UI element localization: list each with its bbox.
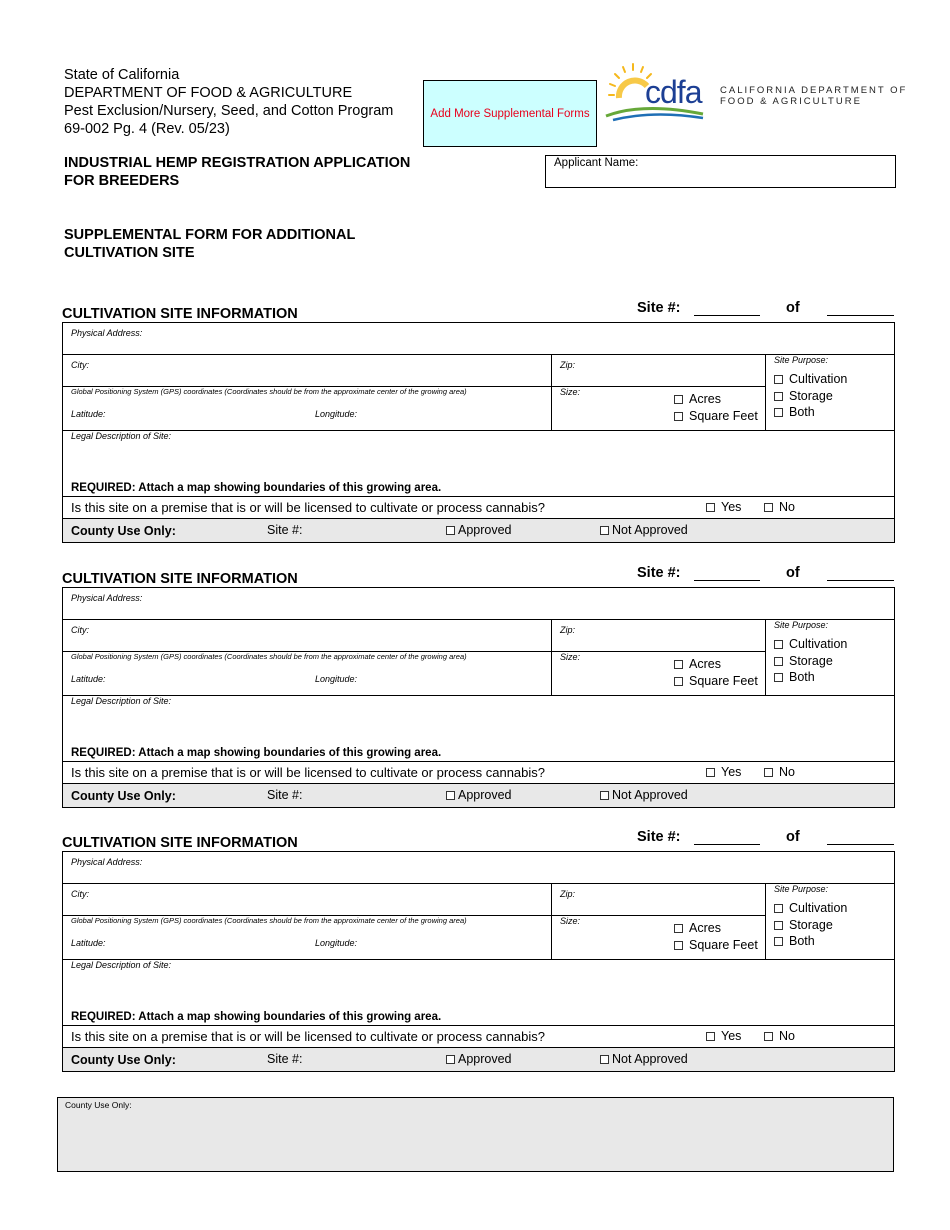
- checkbox-icon[interactable]: [764, 503, 773, 512]
- checkbox-icon[interactable]: [774, 937, 783, 946]
- cannabis-yes-option[interactable]: [706, 500, 741, 514]
- county-site-number-label: Site #:: [267, 1052, 303, 1066]
- size-acres-label: Acres: [689, 392, 721, 406]
- purpose-storage-label: Storage: [789, 388, 833, 403]
- county-not-approved-option[interactable]: [600, 788, 688, 802]
- legal-description-field[interactable]: [63, 431, 894, 497]
- no-label: No: [779, 1029, 795, 1043]
- purpose-cultivation-option[interactable]: [774, 900, 886, 917]
- site-number-label: Site #:: [637, 565, 681, 581]
- size-label: Size:: [560, 652, 581, 662]
- logo-caption-line-1: CALIFORNIA DEPARTMENT OF: [720, 85, 908, 96]
- no-label: No: [779, 500, 795, 514]
- purpose-cultivation-option[interactable]: [774, 636, 886, 653]
- purpose-cultivation-option[interactable]: [774, 371, 886, 388]
- checkbox-icon[interactable]: [764, 768, 773, 777]
- physical-address-field[interactable]: [63, 323, 894, 355]
- city-field[interactable]: [63, 884, 552, 916]
- header-program: Pest Exclusion/Nursery, Seed, and Cotton Program: [64, 103, 394, 119]
- site-purpose-group: [766, 884, 894, 960]
- size-square-feet-label: Square Feet: [689, 674, 758, 688]
- size-square-feet-label: Square Feet: [689, 938, 758, 952]
- site-info-table: [62, 322, 895, 543]
- cannabis-no-option[interactable]: [764, 500, 795, 514]
- size-acres-option[interactable]: [674, 656, 758, 673]
- site-info-table: [62, 851, 895, 1072]
- checkbox-icon[interactable]: [774, 375, 783, 384]
- purpose-both-option[interactable]: [774, 933, 886, 950]
- legal-description-field[interactable]: [63, 960, 894, 1026]
- header-state: State of California: [64, 67, 180, 83]
- latitude-field[interactable]: Latitude:: [71, 938, 106, 948]
- site-number-label: Site #:: [637, 829, 681, 845]
- legal-description-field[interactable]: [63, 696, 894, 762]
- size-acres-label: Acres: [689, 657, 721, 671]
- latitude-field[interactable]: Latitude:: [71, 674, 106, 684]
- applicant-name-label: Applicant Name:: [554, 157, 639, 169]
- cannabis-question-row: [63, 497, 894, 519]
- site-of-label: of: [786, 829, 800, 845]
- zip-label: Zip:: [560, 360, 576, 370]
- map-required-notice: REQUIRED: Attach a map showing boundaries of this growing area.: [71, 747, 442, 759]
- county-use-label: County Use Only:: [71, 524, 176, 538]
- checkbox-icon[interactable]: [674, 941, 683, 950]
- cdfa-logo-mark: cdfa: [645, 74, 702, 110]
- county-not-approved-option[interactable]: [600, 523, 688, 537]
- site-of-label: of: [786, 565, 800, 581]
- county-use-bar: [63, 784, 894, 807]
- approved-label: Approved: [458, 788, 512, 802]
- county-use-only-label: County Use Only:: [65, 1100, 132, 1110]
- size-group: [552, 652, 766, 696]
- county-approved-option[interactable]: [446, 523, 512, 537]
- site-total-field[interactable]: [827, 844, 894, 845]
- purpose-cultivation-label: Cultivation: [789, 372, 848, 386]
- purpose-storage-option[interactable]: [774, 653, 886, 670]
- not-approved-label: Not Approved: [612, 1052, 688, 1066]
- physical-address-label: Physical Address:: [71, 593, 143, 603]
- site-number-field[interactable]: [694, 580, 760, 581]
- header-department: DEPARTMENT OF FOOD & AGRICULTURE: [64, 85, 353, 101]
- approved-label: Approved: [458, 1052, 512, 1066]
- purpose-storage-option[interactable]: [774, 917, 886, 934]
- zip-field[interactable]: [552, 355, 766, 387]
- site-number-field[interactable]: [694, 315, 760, 316]
- size-square-feet-option[interactable]: [674, 673, 758, 690]
- checkbox-icon[interactable]: [774, 640, 783, 649]
- zip-field[interactable]: [552, 884, 766, 916]
- size-square-feet-option[interactable]: [674, 937, 758, 954]
- checkbox-icon[interactable]: [706, 768, 715, 777]
- county-approved-option[interactable]: [446, 1052, 512, 1066]
- legal-description-label: Legal Description of Site:: [71, 696, 172, 706]
- purpose-both-label: Both: [789, 670, 815, 684]
- checkbox-icon[interactable]: [774, 921, 783, 930]
- size-group: [552, 916, 766, 960]
- site-number-field[interactable]: [694, 844, 760, 845]
- longitude-field[interactable]: Longitude:: [315, 674, 358, 684]
- cannabis-yes-option[interactable]: [706, 1029, 741, 1043]
- approved-label: Approved: [458, 523, 512, 537]
- map-required-notice: REQUIRED: Attach a map showing boundaries of this growing area.: [71, 482, 442, 494]
- site-purpose-group: [766, 355, 894, 431]
- latitude-field[interactable]: Latitude:: [71, 409, 106, 419]
- cannabis-no-option[interactable]: [764, 765, 795, 779]
- section-title: CULTIVATION SITE INFORMATION: [62, 835, 298, 851]
- checkbox-icon[interactable]: [674, 660, 683, 669]
- checkbox-icon[interactable]: [706, 503, 715, 512]
- site-total-field[interactable]: [827, 580, 894, 581]
- size-group: [552, 387, 766, 431]
- cannabis-question: Is this site on a premise that is or will be licensed to cultivate or process cannabis?: [71, 765, 546, 780]
- gps-label: Global Positioning System (GPS) coordinates (Coordinates should be from the approximate center of the growing area): [71, 387, 467, 396]
- logo-caption: [720, 85, 907, 107]
- size-square-feet-label: Square Feet: [689, 409, 758, 423]
- gps-coordinates-group: [63, 916, 552, 960]
- yes-label: Yes: [721, 500, 742, 514]
- longitude-field[interactable]: Longitude:: [315, 938, 358, 948]
- checkbox-icon[interactable]: [600, 526, 609, 535]
- checkbox-icon[interactable]: [674, 412, 683, 421]
- yes-label: Yes: [721, 765, 742, 779]
- purpose-both-option[interactable]: [774, 669, 886, 686]
- cannabis-question-row: [63, 762, 894, 784]
- city-field[interactable]: [63, 620, 552, 652]
- physical-address-field[interactable]: [63, 852, 894, 884]
- checkbox-icon[interactable]: [446, 791, 455, 800]
- purpose-cultivation-label: Cultivation: [789, 901, 848, 915]
- purpose-both-label: Both: [789, 934, 815, 948]
- gps-label: Global Positioning System (GPS) coordinates (Coordinates should be from the approximate center of the growing area): [71, 916, 467, 925]
- county-use-label: County Use Only:: [71, 1053, 176, 1067]
- county-use-label: County Use Only:: [71, 789, 176, 803]
- county-use-bar: [63, 1048, 894, 1071]
- page-title: [64, 154, 410, 190]
- page-title-line-2: FOR BREEDERS: [64, 173, 180, 189]
- size-acres-label: Acres: [689, 921, 721, 935]
- city-label: City:: [71, 625, 89, 635]
- purpose-storage-option[interactable]: [774, 388, 886, 405]
- yes-label: Yes: [721, 1029, 742, 1043]
- city-label: City:: [71, 360, 89, 370]
- site-number-label: Site #:: [637, 300, 681, 316]
- checkbox-icon[interactable]: [674, 395, 683, 404]
- cannabis-question: Is this site on a premise that is or will be licensed to cultivate or process cannabis?: [71, 500, 546, 515]
- not-approved-label: Not Approved: [612, 523, 688, 537]
- checkbox-icon[interactable]: [774, 392, 783, 401]
- cannabis-no-option[interactable]: [764, 1029, 795, 1043]
- purpose-cultivation-label: Cultivation: [789, 637, 848, 651]
- physical-address-label: Physical Address:: [71, 328, 143, 338]
- gps-coordinates-group: [63, 652, 552, 696]
- county-use-bar: [63, 519, 894, 542]
- checkbox-icon[interactable]: [764, 1032, 773, 1041]
- checkbox-icon[interactable]: [774, 408, 783, 417]
- county-use-only-box[interactable]: [57, 1097, 894, 1172]
- section-title: CULTIVATION SITE INFORMATION: [62, 571, 298, 587]
- size-square-feet-option[interactable]: [674, 408, 758, 425]
- physical-address-label: Physical Address:: [71, 857, 143, 867]
- site-purpose-label: Site Purpose:: [774, 620, 829, 630]
- page-subtitle: [64, 226, 355, 262]
- legal-description-label: Legal Description of Site:: [71, 431, 172, 441]
- site-of-label: of: [786, 300, 800, 316]
- logo-caption-line-2: FOOD & AGRICULTURE: [720, 96, 862, 107]
- checkbox-icon[interactable]: [706, 1032, 715, 1041]
- gps-label: Global Positioning System (GPS) coordinates (Coordinates should be from the approximate center of the growing area): [71, 652, 467, 661]
- city-field[interactable]: [63, 355, 552, 387]
- checkbox-icon[interactable]: [600, 1055, 609, 1064]
- header-form-number: 69-002 Pg. 4 (Rev. 05/23): [64, 121, 230, 137]
- zip-field[interactable]: [552, 620, 766, 652]
- section-title: CULTIVATION SITE INFORMATION: [62, 306, 298, 322]
- checkbox-icon[interactable]: [446, 1055, 455, 1064]
- no-label: No: [779, 765, 795, 779]
- page-title-line-1: INDUSTRIAL HEMP REGISTRATION APPLICATION: [64, 155, 411, 171]
- purpose-both-label: Both: [789, 405, 815, 419]
- size-acres-option[interactable]: [674, 391, 758, 408]
- site-purpose-label: Site Purpose:: [774, 355, 829, 365]
- site-purpose-group: [766, 620, 894, 696]
- header-block: [64, 66, 393, 138]
- site-purpose-label: Site Purpose:: [774, 884, 829, 894]
- checkbox-icon[interactable]: [774, 657, 783, 666]
- longitude-field[interactable]: Longitude:: [315, 409, 358, 419]
- site-info-table: [62, 587, 895, 808]
- gps-coordinates-group: [63, 387, 552, 431]
- county-site-number-label: Site #:: [267, 788, 303, 802]
- zip-label: Zip:: [560, 889, 576, 899]
- physical-address-field[interactable]: [63, 588, 894, 620]
- purpose-storage-label: Storage: [789, 653, 833, 668]
- size-acres-option[interactable]: [674, 920, 758, 937]
- checkbox-icon[interactable]: [446, 526, 455, 535]
- checkbox-icon[interactable]: [674, 677, 683, 686]
- site-total-field[interactable]: [827, 315, 894, 316]
- city-label: City:: [71, 889, 89, 899]
- county-site-number-label: Site #:: [267, 523, 303, 537]
- applicant-name-field[interactable]: [545, 155, 896, 188]
- page-subtitle-line-2: CULTIVATION SITE: [64, 245, 195, 261]
- map-required-notice: REQUIRED: Attach a map showing boundaries of this growing area.: [71, 1011, 442, 1023]
- cannabis-yes-option[interactable]: [706, 765, 741, 779]
- checkbox-icon[interactable]: [600, 791, 609, 800]
- zip-label: Zip:: [560, 625, 576, 635]
- purpose-both-option[interactable]: [774, 404, 886, 421]
- checkbox-icon[interactable]: [774, 673, 783, 682]
- cannabis-question: Is this site on a premise that is or will be licensed to cultivate or process cannabis?: [71, 1029, 546, 1044]
- size-label: Size:: [560, 387, 581, 397]
- purpose-storage-label: Storage: [789, 917, 833, 932]
- not-approved-label: Not Approved: [612, 788, 688, 802]
- cannabis-question-row: [63, 1026, 894, 1048]
- legal-description-label: Legal Description of Site:: [71, 960, 172, 970]
- size-label: Size:: [560, 916, 581, 926]
- county-approved-option[interactable]: [446, 788, 512, 802]
- add-supplemental-forms-button[interactable]: Add More Supplemental Forms: [423, 80, 597, 147]
- checkbox-icon[interactable]: [774, 904, 783, 913]
- page-subtitle-line-1: SUPPLEMENTAL FORM FOR ADDITIONAL: [64, 227, 356, 243]
- county-not-approved-option[interactable]: [600, 1052, 688, 1066]
- checkbox-icon[interactable]: [674, 924, 683, 933]
